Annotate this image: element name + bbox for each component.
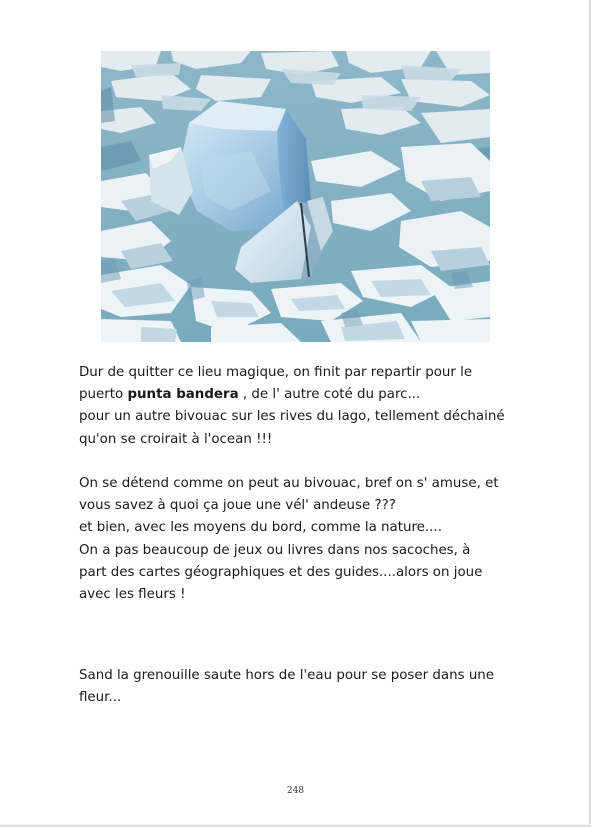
text-line: vous savez à quoi ça joue une vél' andeuse ??? [79,498,396,514]
page-number: 248 [286,786,305,796]
paragraph-leaving-glacier [79,362,511,451]
text-line: pour un autre bivouac sur les rives du lago, tellement déchainé [79,409,505,425]
text-line: part des cartes géographiques et des guides....alors on joue [79,564,483,580]
text-line: On a pas beaucoup de jeux ou livres dans nos sacoches, à [79,542,471,558]
place-name-bold: punta bandera [127,387,239,403]
text-line: qu'on se croirait à l'ocean !!! [79,431,273,447]
text-line [79,384,511,406]
glacier-ice-photo [101,51,490,342]
text-line: avec les fleurs ! [79,587,186,603]
paragraph-frog [79,665,511,709]
paragraph-bivouac [79,473,511,606]
text-fragment: , de l' autre coté du parc... [238,387,421,403]
text-line: fleur... [79,690,122,706]
text-line: et bien, avec les moyens du bord, comme la nature.... [79,520,442,536]
text-line: On se détend comme on peut au bivouac, bref on s' amuse, et [79,476,499,491]
text-line: Dur de quitter ce lieu magique, on finit par repartir pour le [79,365,473,380]
text-fragment: puerto [79,387,128,403]
text-line: Sand la grenouille saute hors de l'eau pour se poser dans une [79,668,495,683]
